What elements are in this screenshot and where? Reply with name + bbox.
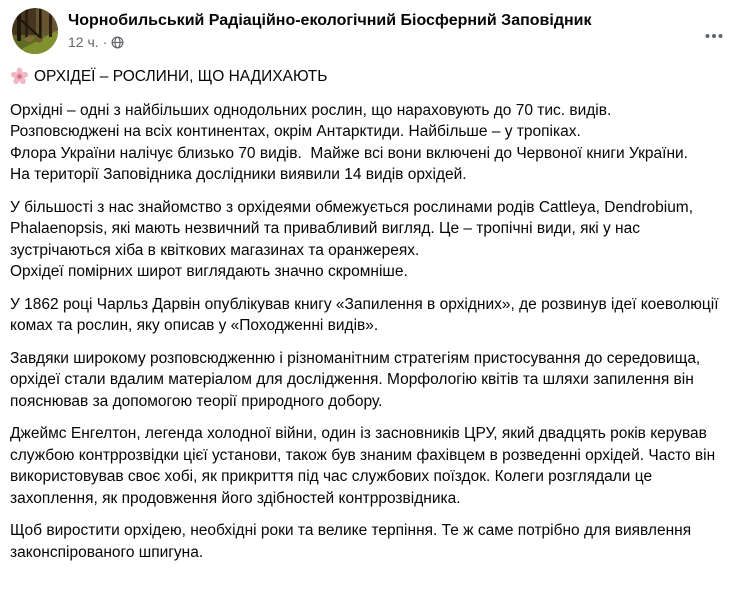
post-paragraph [10, 348, 730, 413]
paragraph-line: Розповсюджені на всіх континентах, окрім Антарктиди. Найбільше – у тропіках. [10, 123, 581, 140]
paragraph-line: Завдяки широкому розповсюдженню і різноманітним стратегіям пристосування до середовища, орхідеї стали вдалим матеріалом для дослідження. Морфологію квітів та шляхи запилення він пояснював за допомогою теорії природного добору. [10, 349, 705, 410]
paragraph-line: Орхідні – одні з найбільших однодольних рослин, що нараховують до 70 тис. видів. [10, 101, 612, 119]
post-paragraphs [10, 100, 730, 564]
post-paragraph [10, 294, 730, 337]
post-title: ОРХІДЕЇ – РОСЛИНИ, ЩО НАДИХАЮТЬ [34, 68, 328, 85]
post-paragraph [10, 520, 730, 563]
header-text [68, 8, 732, 51]
paragraph-line: У більшості з нас знайомство з орхідеями обмежується рослинами родів Cattleya, Dendrobium, Phalaenopsis, які мають незвичний та привабливий вигляд. Це – тропічні види, які у нас зустрічаються хіба в квіткових магазинах та оранжереях. [10, 198, 698, 259]
post-paragraph [10, 100, 730, 186]
paragraph-line: Щоб виростити орхідею, необхідні роки та велике терпіння. Те ж саме потрібно для виявлення законспірованого шпигуна. [10, 522, 696, 561]
meta-separator: · [102, 34, 108, 50]
post-body [0, 56, 744, 579]
paragraph-line: У 1862 році Чарльз Дарвін опублікував книгу «Запилення в орхідних», де розвинув ідеї коеволюції комах та рослин, яку описав у «Походженні видів». [10, 295, 723, 334]
avatar-forest-image [12, 8, 58, 54]
timestamp[interactable]: 12 ч. [68, 34, 99, 50]
cherry-blossom-icon [10, 67, 29, 86]
post-meta [68, 34, 732, 51]
globe-icon [111, 36, 124, 49]
paragraph-line: Джеймс Енгелтон, легенда холодної війни, один із засновників ЦРУ, який двадцять років керував службою контррозвідки цієї установи, також був знаним фахівцем в розведенні орхідей. Часто він використовував своє хобі, як прикриття під час службових поїздок. Колеги розглядали це захоплення, як продовження його здібностей контррозвідника. [10, 425, 720, 507]
post-paragraph [10, 197, 730, 283]
post-paragraph [10, 423, 730, 509]
post-title-line [10, 66, 730, 88]
more-options-button[interactable] [698, 20, 730, 52]
post-header [0, 0, 744, 56]
avatar[interactable] [12, 8, 58, 54]
paragraph-line: Флора України налічує близько 70 видів. Майже всі вони включені до Червоної книги України. [10, 144, 688, 162]
page-name-link[interactable]: Чорнобильський Радіаційно-екологічний Біосферний Заповідник [68, 12, 592, 29]
paragraph-line: На території Заповідника дослідники виявили 14 видів орхідей. [10, 166, 467, 183]
paragraph-line: Орхідеї помірних широт виглядають значно скромніше. [10, 263, 408, 280]
three-dots-icon [704, 26, 724, 46]
